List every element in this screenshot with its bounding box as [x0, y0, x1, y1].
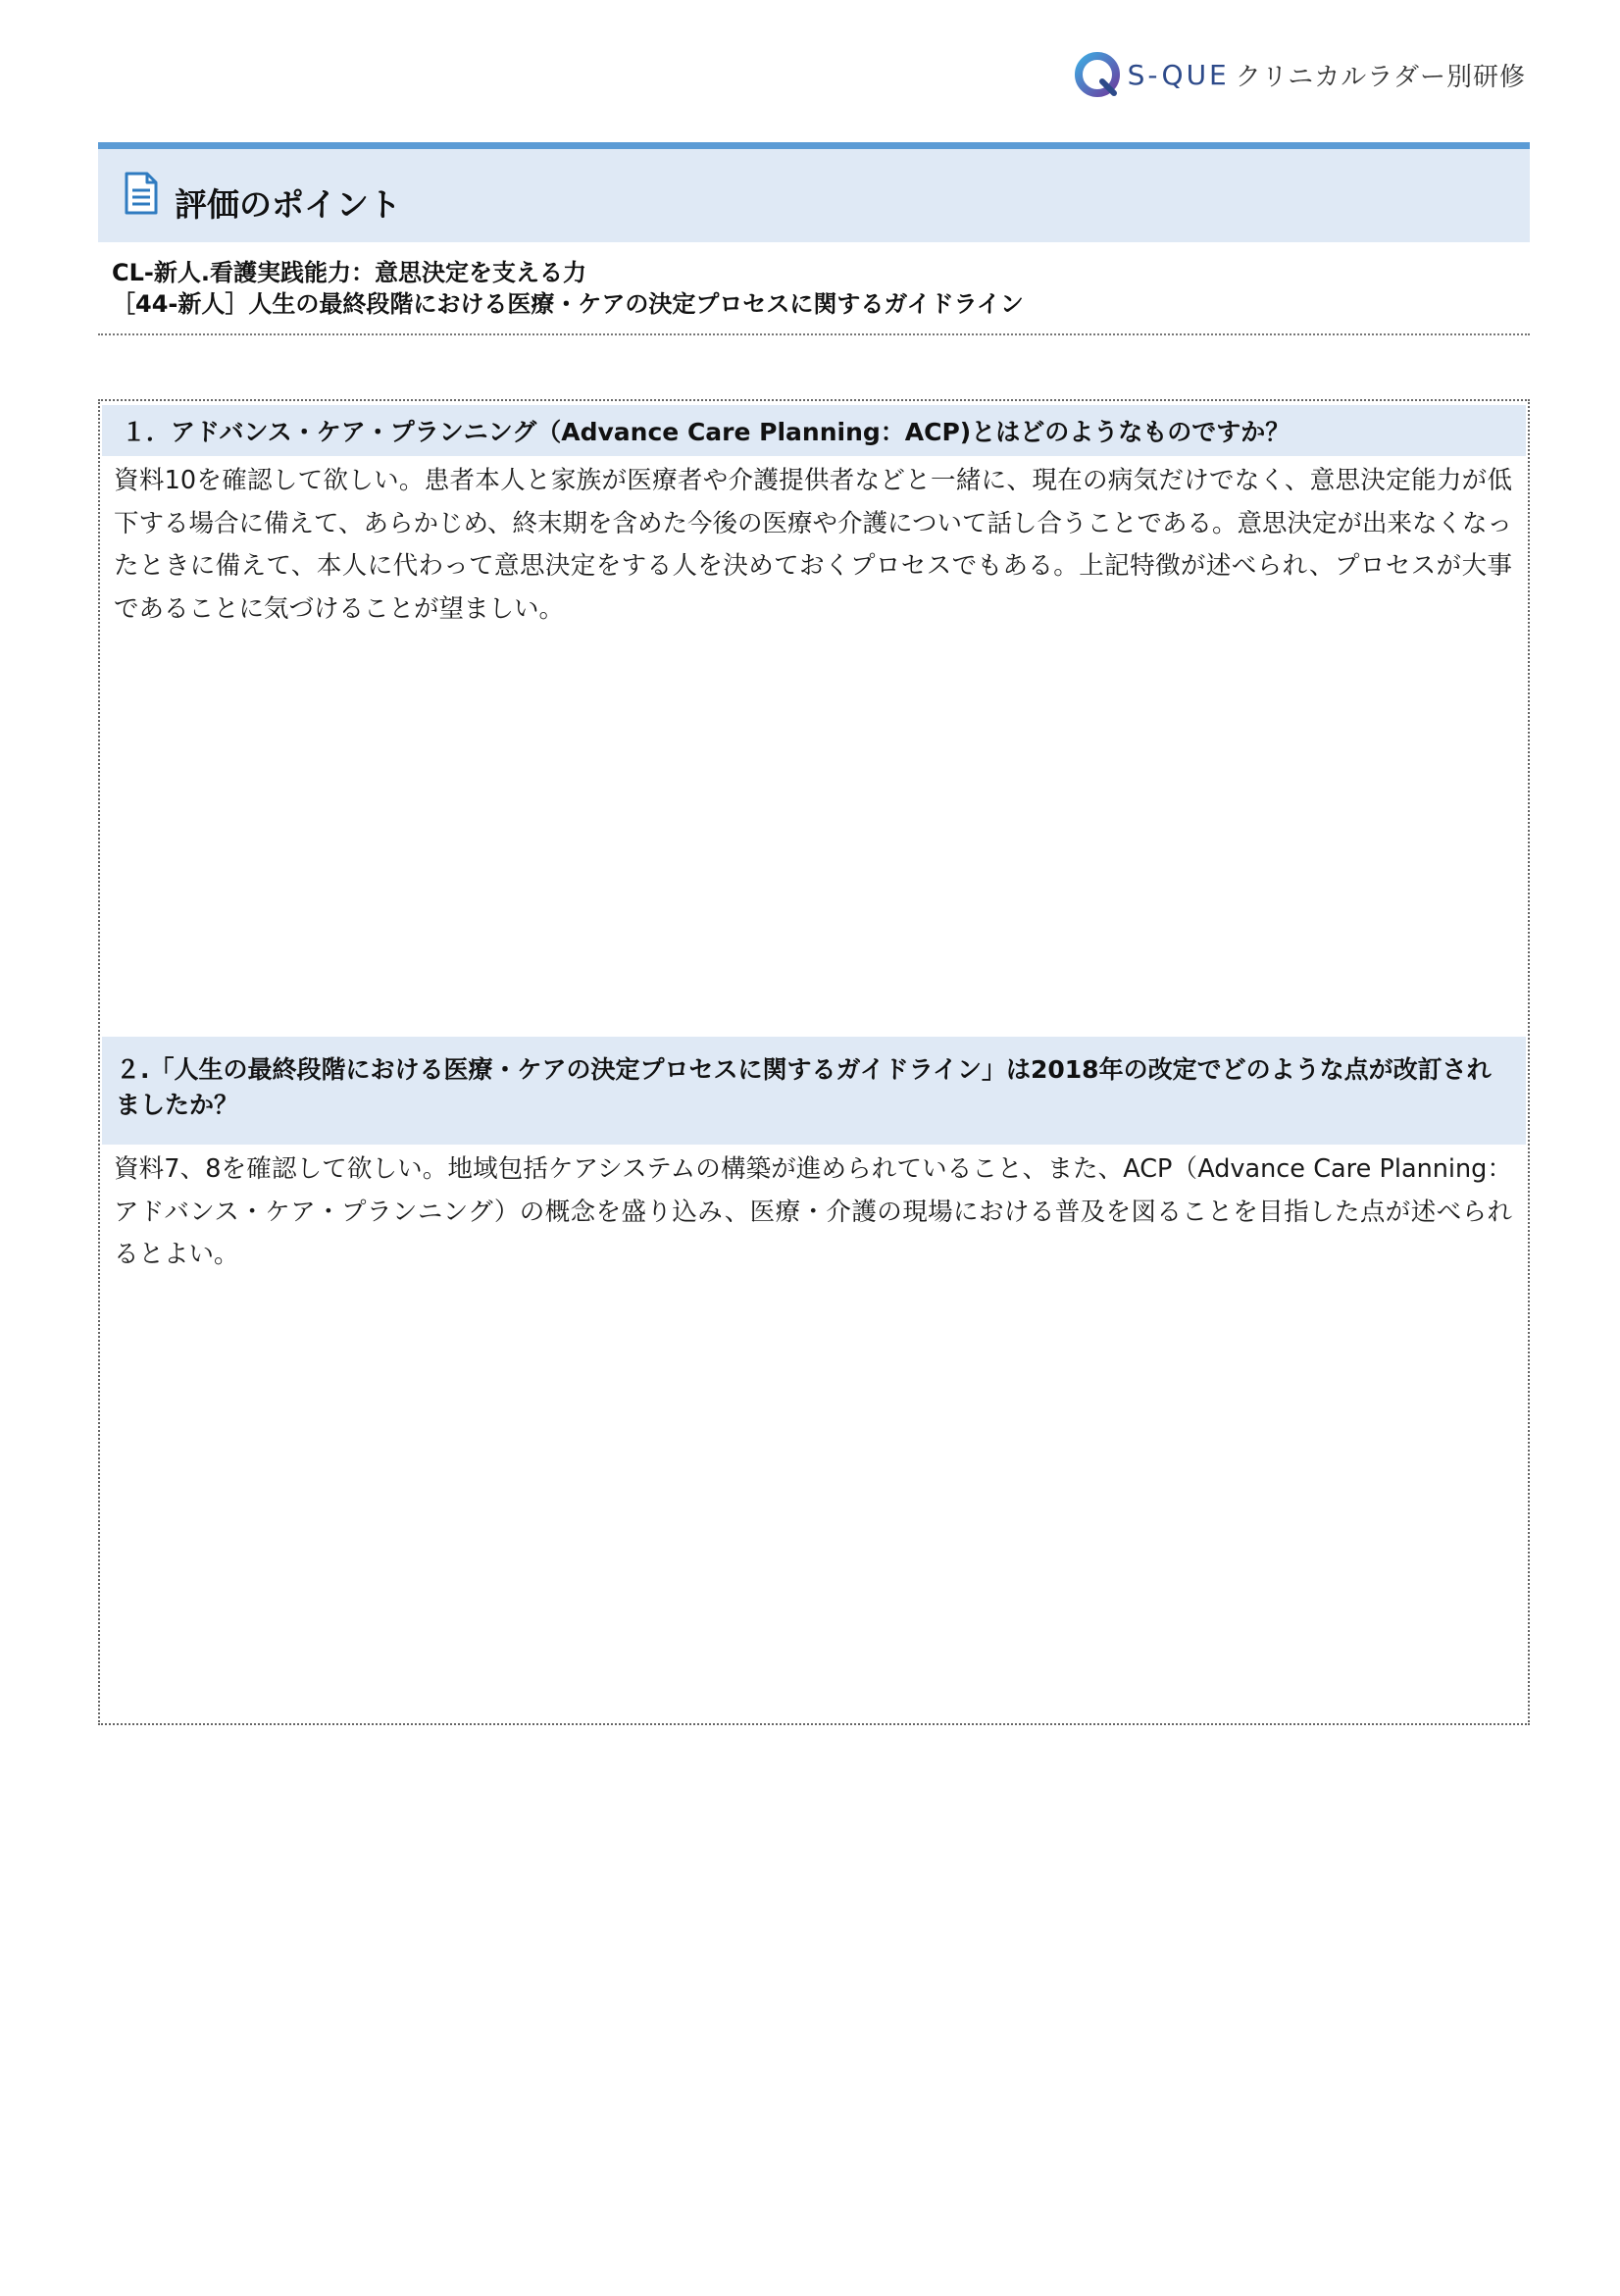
logo-brand-text: S-QUE [1127, 58, 1230, 91]
course-subtitle [112, 257, 1024, 320]
answer-1: 資料10を確認して欲しい。患者本人と家族が医療者や介護提供者などと一緒に、現在の病気だけでなく、意思決定能力が低下する場合に備えて、あらかじめ、終末期を含めた今後の医療や介護について話し合うことである。意思決定が出来なくなったときに備えて、本人に代わって意思決定をする人を決めておくプロセスでもある。上記特徴が述べられ、プロセスが大事であることに気づけることが望ましい。 [114, 466, 1512, 624]
question-2: ２.「人生の最終段階における医療・ケアの決定プロセスに関するガイドライン」は2018年の改定でどのような点が改訂されましたか？ [102, 1037, 1526, 1145]
subtitle-line-1: CL-新人.看護実践能力：意思決定を支える力 [112, 259, 586, 286]
section-title: 評価のポイント [175, 185, 401, 224]
answer-2: 資料7、8を確認して欲しい。地域包括ケアシステムの構築が進められていること、また、ACP（Advance Care Planning： アドバンス・ケア・プランニング）の概念を盛り込み、医療・介護の現場における普及を図ることを目指した点が述べられるとよい。 [114, 1154, 1512, 1269]
subtitle-line-2: ［44-新人］人生の最終段階における医療・ケアの決定プロセスに関するガイドライン [112, 290, 1024, 318]
qa-box [98, 399, 1530, 1725]
section-header [98, 142, 1530, 242]
brand-logo [1073, 47, 1526, 102]
logo-mark-icon [1073, 50, 1122, 99]
logo-subtitle: クリニカルラダー別研修 [1235, 62, 1526, 92]
document-icon [124, 171, 159, 216]
question-1: １．アドバンス・ケア・プランニング（Advance Care Planning：ACP)とはどのようなものですか？ [102, 405, 1526, 456]
divider [98, 333, 1530, 335]
